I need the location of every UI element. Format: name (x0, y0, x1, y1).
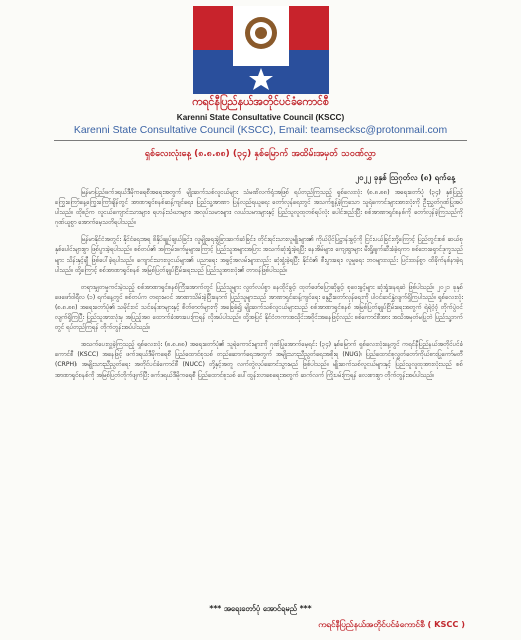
karenni-flag-icon (193, 6, 329, 94)
closing-motto: *** အရေးတော်ပုံ အောင်ရမည် *** (209, 604, 312, 613)
body-paragraph: အသက်ပေးလှူခဲ့ကြသည့် ရှစ်လေးလုံး (၈.၈.၈၈) အရေးတော်ပုံ၏ သူရဲကောင်းများကို ဂုဏ်ပြုအောက်မေ့ရင်း (၃၄) နှစ်မြောက် ရှစ်လေးလုံးနေ့တွင် ကရင်နီပြည်နယ်အတိုင်ပင်ခံကောင်စီ (KSCC) အနေဖြင့် ဖက်ဒရယ်ဒီမိုကရေစီ ပြည်ထောင်စုသစ် တည်ဆောက်ရေးအတွက် အမျိုးသားညီညွတ်ရေးအစိုးရ (NUG)၊ ပြည်ထောင်စုလွှတ်တော်ကိုယ်စားပြုကော်မတီ (CRPH)၊ အမျိုးသားညီညွတ်ရေး အတိုင်ပင်ခံကောင်စီ (NUCC) တို့နှင့်အတူ လက်တွဲလုပ်ဆောင်သွားမည် ဖြစ်ပါသည်။ မျိုးဆက်သစ်လူငယ်များနှင့် ပြည်သူလူထုအားလုံးသည် စစ်အာဏာရှင်စနစ်ကို အမြစ်ပြတ်တိုက်ဖျက်ပြီး ဖက်ဒရယ်ဒီမိုကရေစီ ပြည်ထောင်စုသစ် ပေါ်ထွန်းလာစေရေးအတွက် ဆက်လက် ကြိုးပမ်းကြရန် လေးစားစွာ တိုက်တွန်းအပ်ပါသည်။ (55, 341, 463, 379)
org-name-mm: ကရင်နီပြည်နယ်အတိုင်ပင်ခံကောင်စီ (192, 96, 329, 108)
contact-line: Karenni State Consultative Council (KSCC), Email: teamsecksc@protonmail.com (73, 125, 448, 136)
statement-body (55, 188, 463, 388)
header-divider (54, 140, 467, 141)
body-paragraph: မြန်မာနိုင်ငံအတွင်း နိုင်ငံရေးအရ ဖိနှိပ်ချုပ်ချယ်ခြင်း၊ လူမျိုးရေးခွဲခြားဆက်ဆံခြင်း၊ တိုင်းရင်းသားလူမျိုးများ၏ ကိုယ်ပိုင်ပြဋ္ဌာန်းခွင့်ကို ငြင်းပယ်ခြင်းတို့ကြောင့် ပြည်တွင်းစစ် ဆယ်စုနှစ်ပေါင်းများစွာ ဖြစ်ပွားခဲ့ရပါသည်။ စစ်တပ်၏ အကြမ်းဖက်မှုများကြောင့် ပြည်သူအများအပြား အသက်ဆုံးရှုံးခဲ့ရပြီး နေအိမ်များ၊ ကျေးရွာများ မီးရှို့ဖျက်ဆီးခံခဲ့ရကာ စစ်ဘေးရှောင်ဒုက္ခသည်များ သိန်းနှင့်ချီ ဖြစ်ပေါ်ခဲ့ရပါသည်။ ကျောင်းသားလူငယ်များ၏ ပညာရေး အခွင့်အလမ်းများလည်း ဆုံးရှုံးခဲ့ရပြီး နိုင်ငံ၏ စီးပွားရေး၊ လူမှုရေး ဘဝများလည်း ပြင်းထန်စွာ ထိခိုက်နစ်နာခဲ့ရပါသည်။ ထို့ကြောင့် စစ်အာဏာရှင်စနစ် အမြစ်ပြတ်ချုပ်ငြိမ်းရေးသည် ပြည်သူအားလုံး၏ တာဝန်ဖြစ်ပါသည်။ (55, 236, 463, 274)
signature: ကရင်နီပြည်နယ်အတိုင်ပင်ခံကောင်စီ ( KSCC ) (318, 619, 465, 629)
body-paragraph: တရားမျှတမှုကင်းမဲ့သည့် စစ်အာဏာရှင်စနစ်ကြီးအောက်တွင် ပြည်သူများ လွတ်လပ်စွာ နေထိုင်ခွင့်၊ ထုတ်ဖော်ပြောဆိုခွင့်၊ စုဝေးခွင့်များ ဆုံးရှုံးနေရဆဲ ဖြစ်ပါသည်။ ၂၀၂၁ ခုနှစ် ဖေဖော်ဝါရီလ (၁) ရက်နေ့တွင် စစ်တပ်က တရားမဝင် အာဏာသိမ်းခဲ့ပြီးနောက် ပြည်သူများသည် အာဏာရှင်ဆန့်ကျင်ရေး နွေဦးတော်လှန်ရေးကို ပါဝင်ဆင်နွှဲလျက်ရှိကြပါသည်။ ရှစ်လေးလုံး (၈.၈.၈၈) အရေးတော်ပုံ၏ သမိုင်းဝင် သင်ခန်းစာများနှင့် စိတ်ဓာတ်များကို အခြေခံ၍ မျိုးဆက်သစ်လူငယ်များသည် စစ်အာဏာရှင်စနစ် အမြစ်ပြတ်ချုပ်ငြိမ်းရေးအတွက် ရဲရဲဝံ့ဝံ့ တိုက်ပွဲဝင်လျက်ရှိကြပြီး ပြည်သူအားလုံးမှ အပြည့်အဝ ထောက်ခံအားပေးကြရန် လိုအပ်ပါသည်။ ထို့အပြင် နိုင်ငံတကာအသိုင်းအဝိုင်းအနေဖြင့်လည်း စစ်ကောင်စီအား အသိအမှတ်မပြုဘဲ ပြည်သူ့ဘက်တွင် ရပ်တည်ကြရန် တိုက်တွန်းအပ်ပါသည်။ (55, 283, 463, 332)
org-name-en: Karenni State Consultative Council (KSCC) (176, 113, 345, 122)
statement-date: ၂၀၂၂ ခုနှစ် ဩဂုတ်လ (၈) ရက်နေ့ (355, 173, 455, 182)
body-paragraph: မြန်မာပြည်ဖက်ဒရယ်ဒီမိုကရေစီအရေးအတွက် မျိုးဆက်သစ်လူငယ်များ သံမဏိလက်ရုံးအဖြစ် ရပ်တည်ကြသည့် ရှစ်လေးလုံး (၈.၈.၈၈) အရေးတော်ပုံ (၃၄) နှစ်ပြည့် ကြွေးကြော်နေ့ကြွေးကြော်ချိန်တွင် အာဏာရှင်စနစ်ဆန့်ကျင်ရေး၊ ပြည်သူ့အာဏာ ပြန်လည်ရယူရေး တော်လှန်ရေးတွင် အသက်စွန့်ခဲ့ကြသော သူရဲကောင်းများအားလုံးကို ဦးညွှတ်ဂုဏ်ပြုအပ်ပါသည်။ ထိုစဉ်က လူငယ်ကျောင်းသားများ၊ ရဟန်းသံဃာများ၊ အလုပ်သမားများ၊ လယ်သမားများနှင့် ပြည်သူလူထုတစ်ရပ်လုံး ပေါင်းစည်းပြီး စစ်အာဏာရှင်စနစ်ကို တော်လှန်ခဲ့ကြသည်ကို ဂုဏ်ယူစွာ အောက်မေ့သတိရပါသည်။ (55, 189, 463, 227)
statement-headline: ရှစ်လေးလုံးနေ့ (၈.၈.၈၈) (၃၄) နှစ်မြောက် အထိမ်းအမှတ် သဝဏ်လွှာ (144, 149, 377, 159)
